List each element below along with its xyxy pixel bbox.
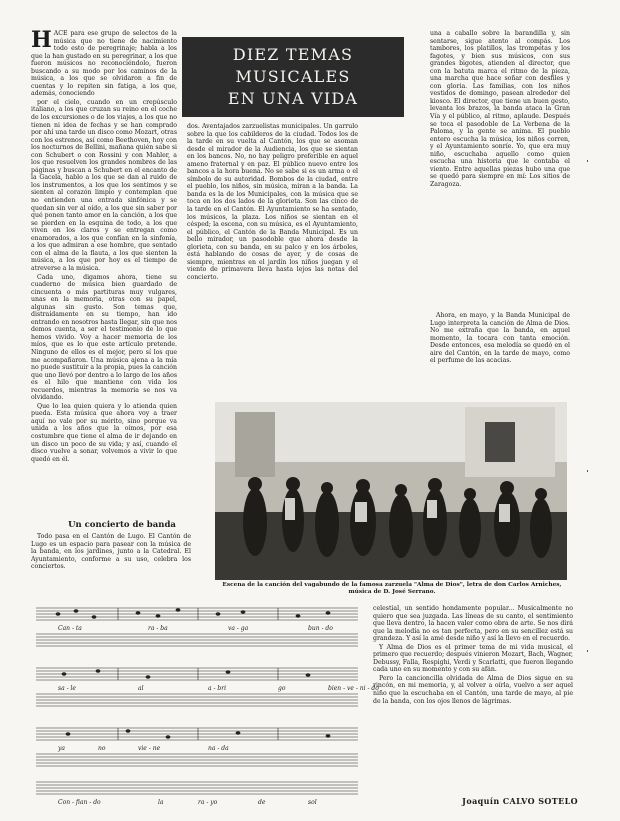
photo-illustration [215,402,567,580]
middle-column [187,123,358,401]
photo-caption: Escena de la canción del vagabundo de la famosa zarzuela "Alma de Dios", letra de don Carlos Arniches, música de D. José Serrano. [222,582,562,596]
title-line-2: EN UNA VIDA [227,89,359,108]
margin-mark [587,160,588,162]
right-bottom-paragraph-3: Pero la cancioncilla olvidada de Alma de Dios sigue en su rincón, en mi memoria, y, al volver a oírla, vuelvo a ser aquel niño que la escuchaba en el Cantón, una tarde de mayo, al pie de la banda, con los ojos llenos de lágrimas. [373,674,573,705]
right-bottom-paragraph-2: Y Alma de Dios es el primer tema de mi vida musical, el primero que recuerdo; después vinieron Mozart, Bach, Wagner, Debussy, Falla, Respighi, Verdi y Scarlatti, que fueron llegando cada uno en su momento y con su afán. [373,643,573,674]
music-score [28,600,379,810]
score-lyric: a - bri [208,685,227,692]
score-staves [28,600,379,810]
score-lyric: ra - yo [198,799,218,806]
score-lyric: va - ga [228,625,249,632]
right-bottom-paragraph-1: celestial, un sentido hondamente popular... Musicalmente no quiero que sea juzgada. Las líneas de su canto, el sentimiento que lleva dentro, la hacen valer como obra de arte. Se nos dirá que la melodía no es tan perfecta, pero en su sencillez está su grandeza. Y así la amé desde niño y así la llevo en el recuerdo. [373,605,573,643]
score-lyric: de [258,799,266,806]
right-column-top [430,30,570,310]
zarzuela-photo [215,402,567,580]
score-lyric: Con - fian - do [58,799,101,806]
middle-paragraph: dos. Aventajados zarzuelistas municipales. Un garrulo sobre la que los cabilderos de la ciudad. Todos los de la tarde en su vuelta al Cantón, los que se asoman desde el mirador de la Audiencia, los que se sientan en los bancos. No, no hay peligro preferible en aquel ameno fraternal y en paz. El público nuevo entre los bancos a la hora buena. No se sabe si es un arma o el símbolo de su autoridad. Bombos de la ciudad, entre el pueblo, los niños, sin música, miran a la banda. La banda es la de los Municipales, con la música que se toca en los dos lados de la glorieta. Son las cinco de la tarde en el Cantón. El Ayuntamiento se ha sentado, los músicos, la plaza. Los niños se sientan en el césped; la escena, con su música, es el Ayuntamiento, el público, el Cantón de la Banda Municipal. Es un bello mirador, un pasodoble que ahora desde la glorieta, con su banda, en su palco y en los árboles, está hablando de cosas de ayer, y de cosas de siempre, mientras en el jardín los niños juegan y el viento de primavera lleva hasta lejos las notas del concierto. [187,123,358,281]
right-mid-paragraph: Ahora, en mayo, y la Banda Municipal de Lugo interpreta la canción de Alma de Dios. No me extraña que la banda, en aquel momento, la tocara con tanta emoción. Desde entonces, esa melodía se quedó en el aire del Cantón, en la tarde de mayo, como el perfume de las acacias. [430,312,570,365]
signature-first-name: Joaquín [462,796,500,806]
left-paragraph-4: Que lo lea quien quiera y lo atienda quien pueda. Esta música que ahora voy a traer aquí no vale por su mérito, sino porque va unida a los años que la oímos, por esa costumbre que tiene el alma de ir dejando en un disco un poco de su vida; y así, cuando el disco vuelve a sonar, volvemos a vivir lo que quedó en él. [31,402,177,463]
score-lyric: sol [308,799,317,806]
score-lyric: go [278,685,286,692]
score-lyric: no [98,745,106,752]
author-signature [448,796,578,806]
score-lyric: sa - le [58,685,76,692]
left-paragraph-2: por el cielo, cuando en un crepúsculo italiano, a los que cruzan su reino en el coche de los excursiones o de los viajes, a los que no tienen ni idea de fechas y se han comprado por ahí una tarde un disco como Mozart, otras con los estrenos, así como Beethoven, hoy con los nocturnos de Bellini, mañana quién sabe si con Schubert o con Rossini y con Mahler, a los que resuelven los grandes nombres de las páginas y buscan a Schubert en el encanto de la Gacela, hablo a los que se dan al ruido de los instrumentos, a los que los sentimos y se sienten al corazón limpio y contemplan que no entienden una entrada sinfónica y se quedan sin ver al oído, a los que sin saber por qué ponen tanto amor en la canción, a los que se pierden en la esquina de todo, a los que viven en los claros y se entregan como enamorados, a los que confían en la sinfonía, a los que admiran a ese hombre, que sentado con el alma de la flauta, a los que sienten la música, a los que por hoy es el tiempo de atreverse a la música. [31,98,177,272]
right-column-middle [430,312,570,398]
score-lyric: al [138,685,144,692]
margin-mark [587,650,588,652]
score-lyric: ra - ba [148,625,168,632]
score-lyric: Can - ta [58,625,82,632]
score-lyric: bun - do [308,625,333,632]
score-lyric: la [158,799,164,806]
signature-last-name: CALVO SOTELO [502,796,578,806]
margin-mark [587,470,588,472]
left-column-bottom [31,533,191,595]
article-title [182,37,404,117]
left-paragraph-1-text: ACE para ese grupo de selectos de la música que no tiene de nacimiento todo esto de peregrinaje; habla a los que la han gustado en su peregrinar, a los que fueron músicos no reconociéndolo, fueron buscando a su modo por los caminos de la música, a los que se olvidaron a fin de cuentas y lo repiten sin fatiga, a los que, además, conociendo [31,30,177,98]
score-lyric: vie - ne [138,745,161,752]
dropcap: H [31,27,52,53]
title-line-1: DIEZ TEMAS MUSICALES [232,45,354,86]
score-lyric: bien - ve - ni - do [328,685,379,692]
score-lyric: ya [58,745,65,752]
right-column-bottom [373,605,573,795]
left-paragraph-1 [31,27,177,98]
left-bottom-paragraph: Todo pasa en el Cantón de Lugo. El Cantón de Lugo es un espacio para pasear con la música de la banda, en los jardines, junto a la Catedral. El Ayuntamiento, conforme a su uso, celebra los conciertos. [31,533,191,571]
left-paragraph-3: Cada uno, digamos ahora, tiene su cuaderno de música bien guardado de cincuenta o más partituras muy vulgares, unas en la memoria, otras con su papel, algunas sin gusto. Son temas que, distraídamente en su tiempo, han ido entrando en nosotros hasta llegar, sin que nos demos cuenta, a ser el testimonio de lo que hemos vivido. Voy a hacer memoria de los míos, que es lo que este artículo pretende. Ninguno de ellos es el mejor, pero sí los que me acompañaron. Una música ajena a la mía no puede sustituir a la propia, pues la canción que uno llevó por dentro a lo largo de los años es el hilo que mantiene con vida los recuerdos, mientras la memoria se nos va olvidando. [31,273,178,402]
subheading: Un concierto de banda [68,520,176,530]
score-lyric: na - da [208,745,229,752]
right-top-paragraph: una a caballo sobre la barandilla y, sin sentarse, sigue atento al compás. Los tambores, los platillos, las trompetas y los fagotes, y bien sus músicos, con sus grandes bigotes, atienden al director, que con la batuta marca el ritmo de la pieza, una marcha que hace soñar con desfiles y con gloria. Las familias, con los niños vestidos de domingo, pasean alrededor del kiosco. El director, que tiene un buen gesto, levanta los brazos, la banda ataca la Gran Vía y el público, al ritmo, aplaude. Después se toca el pasodoble de La Verbena de la Paloma, y la gente se anima. El pueblo entero escucha la música, los niños corren, y el Ayuntamiento sonríe. Yo, que era muy niño, escuchaba aquello como quien escucha una historia que le contaba el viento. Entre aquellas piezas hubo una que se quedó para siempre en mí: Los sitios de Zaragoza. [430,30,570,188]
left-column [31,27,178,516]
